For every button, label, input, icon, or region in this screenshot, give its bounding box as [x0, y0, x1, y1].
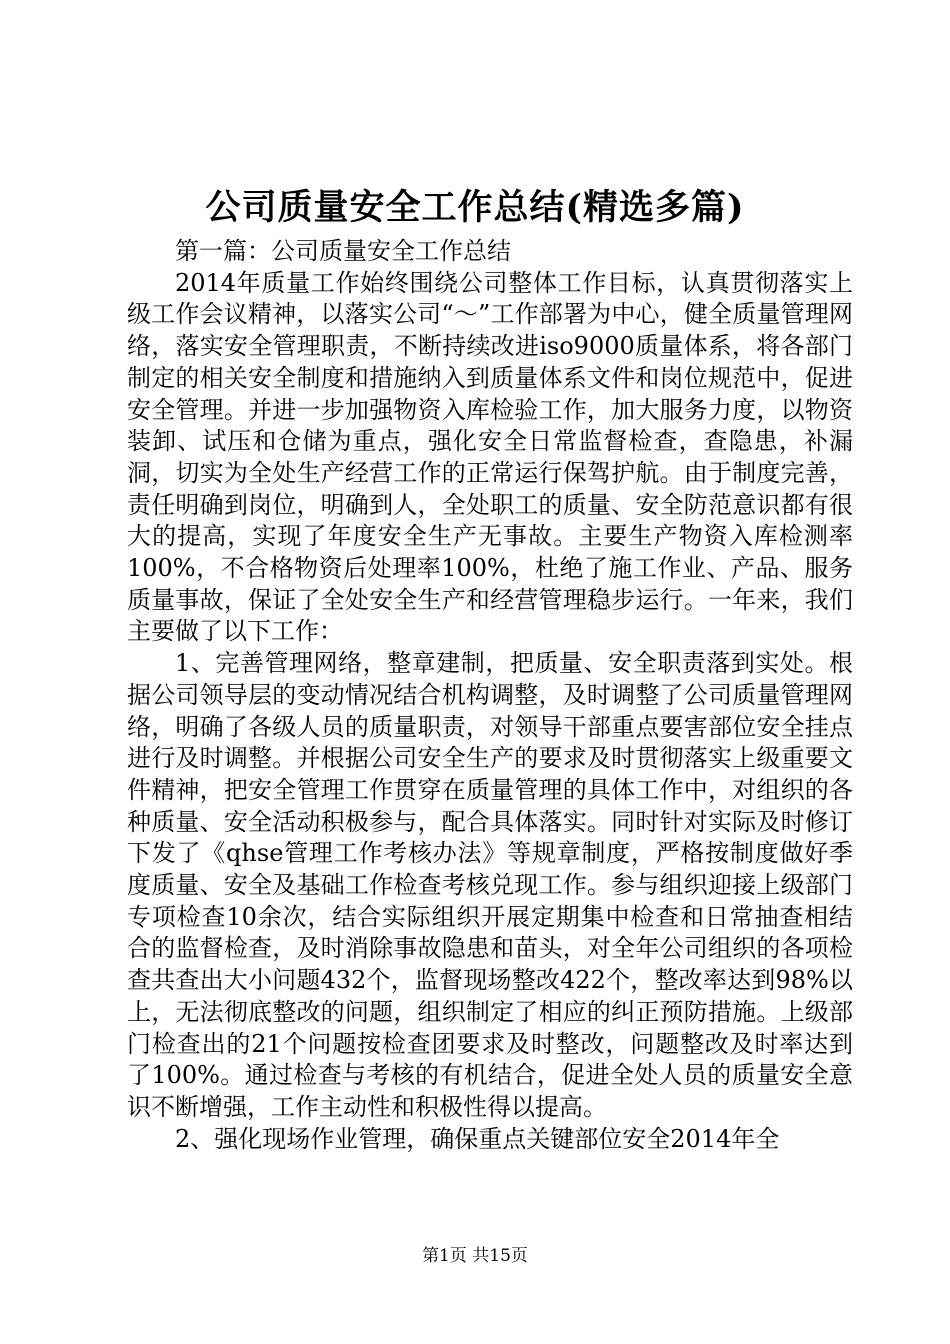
paragraph-item-2: 2、强化现场作业管理，确保重点关键部位安全2014年全	[175, 1124, 780, 1153]
paragraph-item-1: 1、完善管理网络，整章建制，把质量、安全职责落到实处。根据公司领导层的变动情况结合机构调整，及时调整了公司质量管理网络，明确了各级人员的质量职责，对领导干部重点要害部位安全挂点进行及时调整。并根据公司安全生产的要求及时贯彻落实上级重要文件精神，把安全管理工作贯穿在质量管理的具体工作中，对组织的各种质量、安全活动积极参与，配合具体落实。同时针对实际及时修订下发了《qhse管理工作考核办法》等规章制度，严格按制度做好季度质量、安全及基础工作检查考核兑现工作。参与组织迎接上级部门专项检查10余次，结合实际组织开展定期集中检查和日常抽查相结合的监督检查，及时消除事故隐患和苗头，对全年公司组织的各项检查共查出大小问题432个，监督现场整改422个，整改率达到98%以上，无法彻底整改的问题，组织制定了相应的纠正预防措施。上级部门检查出的21个问题按检查团要求及时整改，问题整改及时率达到了100%。通过检查与考核的有机结合，促进全处人员的质量安全意识不断增强，工作主动性和积极性得以提高。	[127, 649, 853, 1121]
paragraph-intro: 2014年质量工作始终围绕公司整体工作目标，认真贯彻落实上级工作会议精神，以落实公司“～”工作部署为中心，健全质量管理网络，落实安全管理职责，不断持续改进iso9000质量体系，将各部门制定的相关安全制度和措施纳入到质量体系文件和岗位规范中，促进安全管理。并进一步加强物资入库检验工作，加大服务力度，以物资装卸、试压和仓储为重点，强化安全日常监督检查，查隐患，补漏洞，切实为全处生产经营工作的正常运行保驾护航。由于制度完善，责任明确到岗位，明确到人，全处职工的质量、安全防范意识都有很大的提高，实现了年度安全生产无事故。主要生产物资入库检测率100%，不合格物资后处理率100%，杜绝了施工作业、产品、服务质量事故，保证了全处安全生产和经营管理稳步运行。一年来，我们主要做了以下工作：	[127, 268, 853, 646]
document-title: 公司质量安全工作总结(精选多篇)	[205, 187, 745, 228]
document-body	[127, 236, 853, 1155]
section-heading: 第一篇：公司质量安全工作总结	[175, 237, 511, 265]
page-number-footer: 第1页 共15页	[422, 1246, 528, 1266]
